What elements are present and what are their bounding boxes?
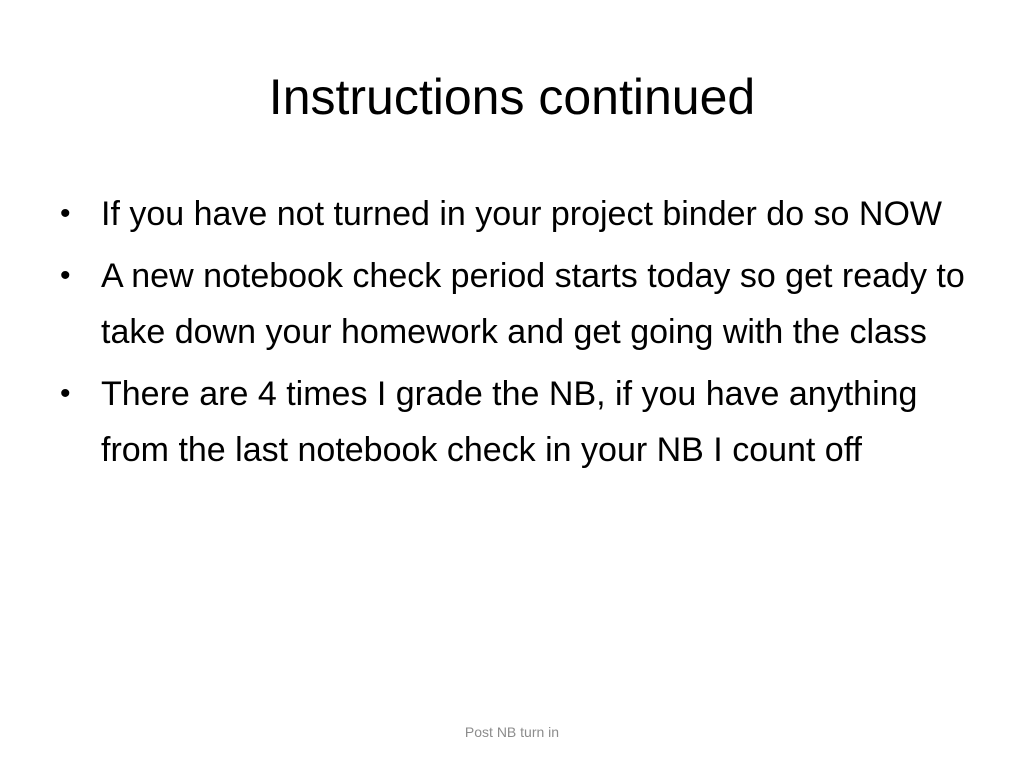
slide-footer: Post NB turn in <box>464 724 560 740</box>
bullet-item <box>58 366 978 478</box>
bullet-item <box>58 248 978 360</box>
bullet-text: If you have not turned in your project binder do so NOW <box>101 195 943 233</box>
bullet-text: A new notebook check period starts today so get ready to take down your homework and get going with the class <box>101 257 965 351</box>
bullet-item <box>58 186 978 242</box>
slide-title: Instructions continued <box>268 69 756 125</box>
bullet-dot-icon: • <box>60 259 71 292</box>
bullet-text: There are 4 times I grade the NB, if you have anything from the last notebook check in your NB I count off <box>101 375 918 469</box>
bullet-dot-icon: • <box>60 377 71 410</box>
bullet-list <box>58 186 978 484</box>
bullet-dot-icon: • <box>60 197 71 230</box>
